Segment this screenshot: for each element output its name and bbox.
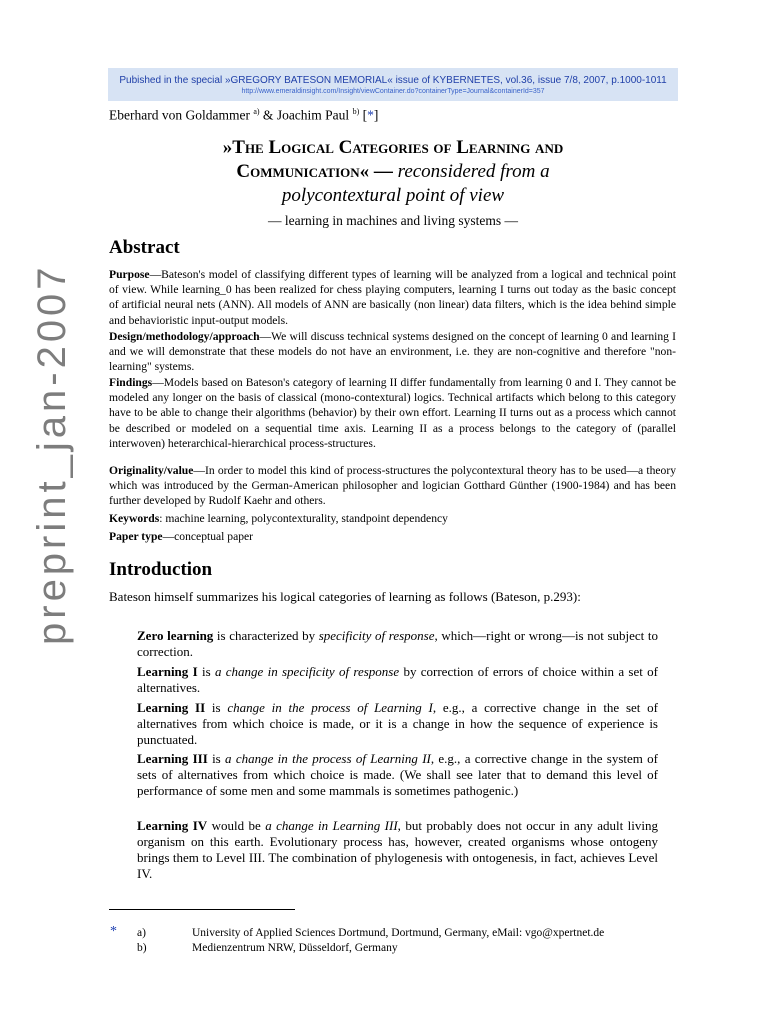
author-2: Joachim Paul (276, 107, 350, 123)
preprint-watermark: preprint_jan-2007 (30, 263, 74, 645)
footnote-a-mark: a) (137, 927, 146, 939)
four-label: Learning IV (137, 818, 208, 833)
abstract-heading: Abstract (109, 237, 180, 258)
footnote-star: * (110, 924, 117, 939)
category-learning-3 (137, 751, 658, 799)
paper-title (109, 136, 677, 208)
keywords-text: : machine learning, polycontexturality, standpoint dependency (159, 512, 448, 525)
category-zero-learning (137, 628, 658, 660)
introduction-lead: Bateson himself summarizes his logical categories of learning as follows (Bateson, p.293): (109, 589, 581, 604)
publication-banner (108, 68, 678, 101)
footnote-a-text: University of Applied Sciences Dortmund, Dortmund, Germany, eMail: vgo@xpertnet.de (192, 927, 605, 939)
publication-url[interactable]: http://www.emeraldinsight.com/Insight/viewContainer.do?containerType=Journal&containerId=357 (241, 88, 545, 95)
title-line-1: The Logical Categories of Learning and (232, 137, 564, 158)
four-italic: a change in Learning III (265, 818, 398, 833)
footnote-b (137, 942, 398, 954)
title-dash: — (373, 161, 393, 182)
title-line-3: polycontextural point of view (281, 185, 505, 206)
title-line-2-italic: reconsidered from a (397, 161, 550, 182)
four-mid: would be (207, 818, 266, 833)
abstract-originality (109, 463, 676, 509)
zero-label: Zero learning (137, 628, 214, 643)
keywords-label: Keywords (109, 512, 160, 525)
footnote-star-link[interactable]: * (367, 107, 374, 123)
three-mid: is (207, 751, 226, 766)
category-learning-2 (137, 700, 658, 748)
footnote-a (137, 927, 604, 939)
introduction-heading: Introduction (109, 559, 213, 580)
purpose-label: Purpose (109, 268, 150, 281)
abstract-paper-type (109, 529, 676, 544)
originality-text: —In order to model this kind of process-structures the polycontextural theory has to be used—a theory which was introduced by the German-American philosopher and logician Gotthard Günther (1900-1984) and has been further developed by Rudolf Kaehr and others. (109, 464, 676, 508)
abstract-purpose (109, 267, 676, 328)
four-end: , but probably does not occur in any adult living organism on this earth. Evolutionary process has, however, created organisms whose ontogeny brings them to Level III. The combination of phylogenesis with ontogenesis, in fact, achieves Level IV. (137, 818, 659, 881)
two-end: , e.g., a corrective change in the set of alternatives from which choice is made, or it is a change in how the sequence of experience is punctuated. (137, 700, 658, 747)
zero-italic: specificity of response (318, 628, 435, 643)
author-conjunction: & (262, 107, 274, 123)
author-1: Eberhard von Goldammer (109, 107, 250, 123)
zero-end: , which—right or wrong—is not subject to correction. (137, 628, 658, 659)
three-label: Learning III (137, 751, 208, 766)
category-learning-4 (137, 818, 658, 882)
design-text: —We will discuss technical systems designed on the concept of learning 0 and learning I and we will demonstrate that these models do not have an environment, i.e. they are non-cognitive and therefore "non-learning" systems. (109, 330, 676, 374)
three-italic: a change in the process of Learning II (225, 751, 431, 766)
abstract-design (109, 329, 676, 375)
one-end: by correction of errors of choice within a set of alternatives. (137, 664, 659, 695)
findings-text: —Models based on Bateson's category of learning II differ fundamentally from learning 0 and I. They cannot be modeled any longer on the basis of classical (mono-contextural) logics. Technical artifacts which belong to this category have to be able to change their algorithms (behavior) by their own effort. Learning II turns out as a process which cannot be described or modeled on a sequential time axis. Learning II as a process belongs to the category of (parallel interwoven) heterarchical-hierarchical process-structures. (109, 376, 676, 450)
findings-label: Findings (109, 376, 153, 389)
footnote-b-mark: b) (137, 942, 147, 954)
author-2-affiliation: b) (352, 107, 360, 116)
two-italic: change in the process of Learning I (227, 700, 433, 715)
three-end: , e.g., a corrective change in the system of sets of alternatives from which choice is made. (We shall see later that to demand this level of performance of some men and some mammals is sometimes pathogenic.) (137, 751, 659, 798)
footnote-bracket-close: ] (373, 107, 379, 123)
originality-label: Originality/value (109, 464, 194, 477)
footnote-b-text: Medienzentrum NRW, Düsseldorf, Germany (192, 942, 398, 954)
zero-mid: is characterized by (213, 628, 319, 643)
one-mid: is (197, 664, 215, 679)
two-label: Learning II (137, 700, 206, 715)
one-italic: a change in specificity of response (214, 664, 400, 679)
purpose-text: —Bateson's model of classifying different types of learning will be analyzed from a logical and technical point of view. While learning_0 has been realized for chess playing computers, learning I turns out today as the basic concept of artificial neural nets (ANN). All models of ANN are basically (non linear) data filters, which is the idea behind simple and behavioristic input-output models. (109, 268, 676, 327)
one-label: Learning I (137, 664, 198, 679)
footnote-bracket-open: [ (362, 107, 368, 123)
author-1-affiliation: a) (253, 107, 260, 116)
author-line (109, 107, 378, 124)
design-label: Design/methodology/approach (109, 330, 260, 343)
abstract-findings (109, 375, 676, 451)
paper-subtitle: — learning in machines and living systems — (267, 213, 519, 228)
two-mid: is (205, 700, 228, 715)
footnote-divider (109, 909, 295, 910)
paper-type-label: Paper type (109, 530, 163, 543)
publication-note: Pubished in the special »GREGORY BATESON MEMORIAL« issue of KYBERNETES, vol.36, issue 7/8, 2007, p.1000-1011 (119, 75, 667, 86)
title-line-2-caps: Communication« (236, 161, 370, 182)
abstract-keywords (109, 511, 676, 526)
title-open-quote: » (222, 137, 233, 158)
category-learning-1 (137, 664, 658, 696)
paper-type-text: —conceptual paper (162, 530, 254, 543)
